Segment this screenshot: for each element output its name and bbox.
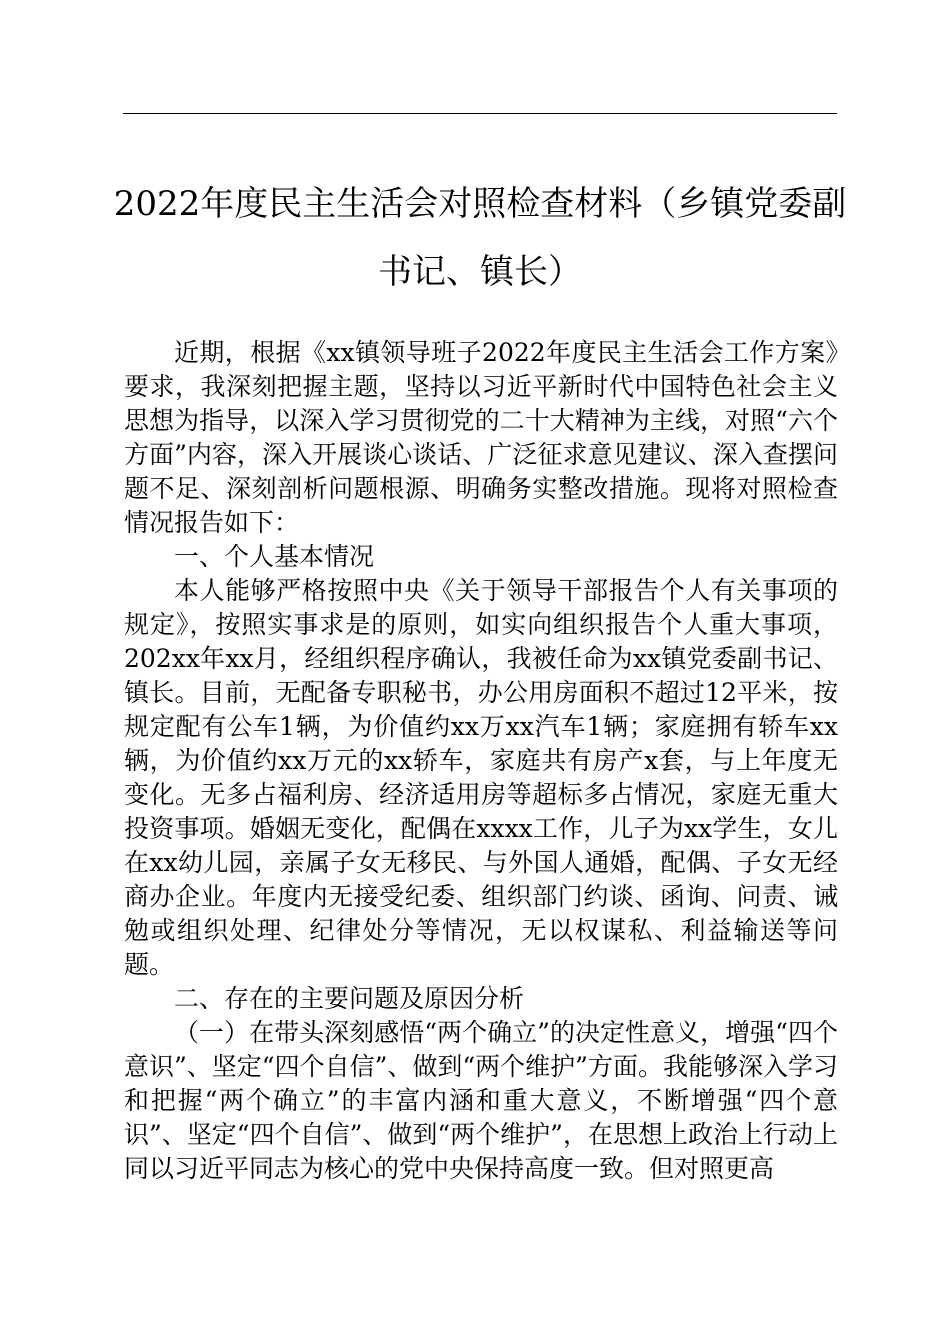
intro-paragraph: 近期，根据《xx镇领导班子2022年度民主生活会工作方案》要求，我深刻把握主题，坚持以习近平新时代中国特色社会主义思想为指导，以深入学习贯彻党的二十大精神为主线，对照“六个方面”内容，深入开展谈心谈话、广泛征求意见建议、深入查摆问题不足、深刻剖析问题根源、明确务实整改措施。现将对照检查情况报告如下：: [124, 338, 838, 537]
personal-info-paragraph: 本人能够严格按照中央《关于领导干部报告个人有关事项的规定》，按照实事求是的原则，如实向组织报告个人重大事项，202xx年xx月，经组织程序确认，我被任命为xx镇党委副书记、镇长。目前，无配备专职秘书，办公用房面积不超过12平米，按规定配有公车1辆，为价值约xx万xx汽车1辆；家庭拥有轿车xx辆，为价值约xx万元的xx轿车，家庭共有房产x套，与上年度无变化。无多占福利房、经济适用房等超标多占情况，家庭无重大投资事项。婚姻无变化，配偶在xxxx工作，儿子为xx学生，女儿在xx幼儿园，亲属子女无移民、与外国人通婚，配偶、子女无经商办企业。年度内无接受纪委、组织部门约谈、函询、问责、诫勉或组织处理、纪律处分等情况，无以权谋私、利益输送等问题。: [124, 576, 838, 979]
document-title: 2022年度民主生活会对照检查材料（乡镇党委副书记、镇长）: [113, 184, 847, 292]
section-heading-1: 一、个人基本情况: [174, 542, 375, 571]
problem-paragraph-1: （一）在带头深刻感悟“两个确立”的决定性意义，增强“四个意识”、坚定“四个自信”、做到“两个维护”方面。我能够深入学习和把握“两个确立”的丰富内涵和重大意义，不断增强“四个意识”、坚定“四个自信”、做到“两个维护”，在思想上政治上行动上同以习近平同志为核心的党中央保持高度一致。但对照更高: [124, 1018, 838, 1183]
document-body: [124, 336, 838, 1186]
section-heading-2: 二、存在的主要问题及原因分析: [174, 984, 525, 1013]
header-rule: [123, 113, 837, 114]
